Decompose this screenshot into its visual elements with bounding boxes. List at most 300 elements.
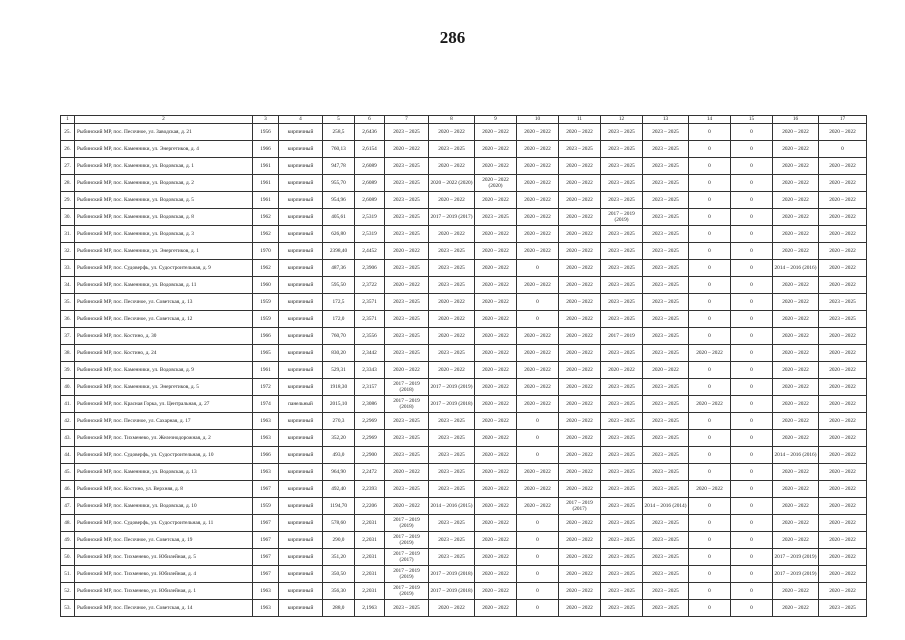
table-cell: 2020 – 2022: [559, 583, 601, 600]
table-cell: 2023 – 2025: [601, 158, 643, 175]
table-cell: 1966: [253, 328, 279, 345]
table-cell: 0: [731, 464, 773, 481]
table-cell: 2023 – 2025: [643, 481, 689, 498]
table-cell: 52.: [61, 583, 75, 600]
table-cell: 2020 – 2022: [773, 583, 819, 600]
table-cell: 2023 – 2025: [385, 345, 429, 362]
table-cell: 2020 – 2022: [475, 396, 517, 413]
table-cell: 1970: [253, 243, 279, 260]
table-cell: 2020 – 2022: [601, 362, 643, 379]
table-cell: 2,4452: [355, 243, 385, 260]
table-cell: 42.: [61, 413, 75, 430]
table-cell: 2020 – 2022: [429, 124, 475, 141]
table-cell: кирпичный: [279, 260, 323, 277]
table-cell: 578,60: [323, 515, 355, 532]
table-cell: Рыбинский МР, пос. Тихменево, ул. Юбилейная, д. 4: [75, 566, 253, 583]
table-cell: 2,5319: [355, 209, 385, 226]
table-cell: 0: [731, 362, 773, 379]
table-cell: 2020 – 2022: [517, 192, 559, 209]
table-cell: 2,3906: [355, 260, 385, 277]
table-cell: 1962: [253, 260, 279, 277]
table-cell: 2023 – 2025: [385, 294, 429, 311]
table-cell: 2017 – 2019 (2019): [773, 549, 819, 566]
table-cell: 2020 – 2022: [773, 328, 819, 345]
table-cell: Рыбинский МР, пос. Каменники, ул. Водовская, д. 2: [75, 175, 253, 192]
table-row: [61, 294, 867, 311]
table-cell: 2017 – 2019 (2019): [385, 532, 429, 549]
table-cell: 2020 – 2022: [517, 345, 559, 362]
table-cell: 2020 – 2022: [819, 413, 867, 430]
table-cell: 0: [731, 413, 773, 430]
table-cell: 2023 – 2025: [601, 498, 643, 515]
table-cell: 0: [689, 464, 731, 481]
table-cell: 2023 – 2025: [643, 430, 689, 447]
table-cell: 2023 – 2025: [643, 260, 689, 277]
column-number: 4: [279, 116, 323, 124]
table-cell: 2023 – 2025: [601, 311, 643, 328]
table-cell: кирпичный: [279, 583, 323, 600]
table-cell: 2020 – 2022: [819, 209, 867, 226]
table-cell: 0: [689, 447, 731, 464]
table-cell: 2,3086: [355, 396, 385, 413]
table-cell: кирпичный: [279, 158, 323, 175]
table-cell: 2017 – 2019 (2019): [385, 566, 429, 583]
table-cell: 1962: [253, 209, 279, 226]
table-cell: 2017 – 2019 (2018): [429, 566, 475, 583]
table-cell: 29.: [61, 192, 75, 209]
table-cell: 0: [731, 209, 773, 226]
table-cell: 2020 – 2022: [517, 464, 559, 481]
table-cell: 2023 – 2025: [601, 175, 643, 192]
table-cell: 2020 – 2022: [475, 532, 517, 549]
table-cell: 172,0: [323, 311, 355, 328]
table-cell: 2020 – 2022: [773, 464, 819, 481]
table-cell: 0: [731, 549, 773, 566]
table-cell: 2020 – 2022: [559, 175, 601, 192]
table-cell: 2023 – 2025: [819, 600, 867, 617]
table-cell: 2,3571: [355, 294, 385, 311]
table-cell: 36.: [61, 311, 75, 328]
table-cell: 760,13: [323, 141, 355, 158]
table-cell: 947,78: [323, 158, 355, 175]
table-cell: 2017 – 2019 (2017): [385, 549, 429, 566]
page-number: 286: [439, 28, 466, 47]
table-cell: 51.: [61, 566, 75, 583]
table-cell: Рыбинский МР, пос. Каменники, ул. Водовская, д. 5: [75, 192, 253, 209]
table-cell: 2023 – 2025: [601, 566, 643, 583]
table-cell: 2020 – 2022: [773, 277, 819, 294]
table-cell: 0: [689, 158, 731, 175]
table-cell: 2020 – 2022: [559, 532, 601, 549]
table-cell: 0: [517, 260, 559, 277]
table-cell: 2023 – 2025: [385, 430, 429, 447]
table-cell: 2020 – 2022: [819, 583, 867, 600]
table-cell: 2,2031: [355, 583, 385, 600]
table-cell: 290,0: [323, 532, 355, 549]
table-cell: Рыбинский МР, пос. Костино, д. 24: [75, 345, 253, 362]
table-cell: 2023 – 2025: [429, 481, 475, 498]
table-cell: 2020 – 2022: [559, 226, 601, 243]
table-cell: 2023 – 2025: [429, 243, 475, 260]
table-cell: 2017 – 2019 (2017): [429, 209, 475, 226]
table-cell: 2020 – 2022: [475, 583, 517, 600]
table-cell: Рыбинский МР, пос. Каменники, ул. Энергетиков, д. 5: [75, 379, 253, 396]
table-cell: 2020 – 2022: [517, 396, 559, 413]
table-cell: 2020 – 2022: [773, 158, 819, 175]
table-cell: 2023 – 2025: [385, 328, 429, 345]
table-cell: 27.: [61, 158, 75, 175]
table-cell: 2023 – 2025: [385, 481, 429, 498]
table-cell: 1967: [253, 549, 279, 566]
table-cell: 2020 – 2022: [819, 379, 867, 396]
table-cell: 2398,40: [323, 243, 355, 260]
table-cell: 964,90: [323, 464, 355, 481]
table-cell: 2020 – 2022: [475, 379, 517, 396]
table-cell: 2023 – 2025: [601, 277, 643, 294]
table-cell: 2020 – 2022: [819, 498, 867, 515]
table-cell: 28.: [61, 175, 75, 192]
table-cell: 2017 – 2019 (2018): [385, 396, 429, 413]
table-cell: 2023 – 2025: [601, 447, 643, 464]
table-row: [61, 532, 867, 549]
table-cell: кирпичный: [279, 294, 323, 311]
table-cell: 2020 – 2022: [559, 209, 601, 226]
table-cell: 1963: [253, 464, 279, 481]
table-cell: 2020 – 2022: [517, 141, 559, 158]
table-cell: 2017 – 2019 (2019): [601, 209, 643, 226]
table-cell: 2020 – 2022: [773, 532, 819, 549]
table-cell: 1963: [253, 600, 279, 617]
table-cell: 830,20: [323, 345, 355, 362]
table-cell: 2023 – 2025: [601, 464, 643, 481]
table-row: [61, 464, 867, 481]
table-cell: 2020 – 2022: [559, 192, 601, 209]
table-cell: 2,2031: [355, 549, 385, 566]
table-cell: Рыбинский МР, пос. Тихменево, ул. Юбилейная, д. 5: [75, 549, 253, 566]
table-cell: 2020 – 2022: [559, 260, 601, 277]
table-cell: кирпичный: [279, 464, 323, 481]
table-cell: 2023 – 2025: [643, 328, 689, 345]
table-cell: 2020 – 2022: [475, 158, 517, 175]
table-cell: 2023 – 2025: [385, 192, 429, 209]
table-cell: 0: [731, 566, 773, 583]
table-cell: 0: [689, 413, 731, 430]
table-cell: 0: [689, 362, 731, 379]
table-cell: Рыбинский МР, пос. Каменники, ул. Водовская, д. 13: [75, 464, 253, 481]
table-cell: 2,6089: [355, 175, 385, 192]
table-cell: 2020 – 2022: [475, 192, 517, 209]
table-cell: 2020 – 2022: [517, 158, 559, 175]
table-cell: 38.: [61, 345, 75, 362]
table-cell: 0: [689, 209, 731, 226]
table-cell: 2020 – 2022: [517, 124, 559, 141]
table-cell: 0: [689, 328, 731, 345]
table-cell: 0: [731, 515, 773, 532]
table-cell: 0: [689, 277, 731, 294]
table-cell: кирпичный: [279, 175, 323, 192]
table-cell: 356,30: [323, 583, 355, 600]
table-cell: 2023 – 2025: [601, 430, 643, 447]
table-cell: 2017 – 2019 (2019): [385, 515, 429, 532]
table-cell: 2017 – 2019 (2017): [559, 498, 601, 515]
table-cell: Рыбинский МР, пос. Каменники, ул. Водовская, д. 10: [75, 498, 253, 515]
table-cell: 2020 – 2022 (2020): [475, 175, 517, 192]
table-cell: 2,6436: [355, 124, 385, 141]
table-cell: 2023 – 2025: [429, 277, 475, 294]
column-number: 13: [643, 116, 689, 124]
table-cell: 2020 – 2022: [773, 209, 819, 226]
table-cell: Рыбинский МР, пос. Песочное, ул. Советская, д. 12: [75, 311, 253, 328]
table-cell: 2020 – 2022: [559, 311, 601, 328]
table-cell: 2020 – 2022: [429, 600, 475, 617]
table-cell: 2023 – 2025: [601, 600, 643, 617]
table-cell: 0: [517, 515, 559, 532]
table-cell: 44.: [61, 447, 75, 464]
column-number: 6: [355, 116, 385, 124]
table-row: [61, 209, 867, 226]
table-cell: Рыбинский МР, пос. Костино, д. 30: [75, 328, 253, 345]
table-cell: 2020 – 2022: [819, 396, 867, 413]
table-cell: 0: [731, 192, 773, 209]
table-cell: 2023 – 2025: [643, 158, 689, 175]
table-cell: 2020 – 2022: [475, 226, 517, 243]
table-cell: 0: [689, 175, 731, 192]
table-cell: 0: [731, 175, 773, 192]
table-cell: Рыбинский МР, пос. Судоверфь, ул. Судостроительная, д. 11: [75, 515, 253, 532]
table-cell: 1959: [253, 294, 279, 311]
table-cell: 2023 – 2025: [429, 430, 475, 447]
table-cell: 2023 – 2025: [643, 141, 689, 158]
table-cell: 2020 – 2022: [559, 447, 601, 464]
table-cell: 50.: [61, 549, 75, 566]
table-cell: Рыбинский МР, пос. Песочное, ул. Сахарная, д. 17: [75, 413, 253, 430]
table-cell: 2023 – 2025: [643, 277, 689, 294]
table-cell: 405,61: [323, 209, 355, 226]
table-row: [61, 260, 867, 277]
table-cell: 2023 – 2025: [643, 566, 689, 583]
table-cell: кирпичный: [279, 209, 323, 226]
table-cell: 2020 – 2022: [559, 124, 601, 141]
table-cell: 2,2969: [355, 430, 385, 447]
table-cell: 2020 – 2022: [559, 464, 601, 481]
table-cell: 2020 – 2022: [475, 515, 517, 532]
table-cell: кирпичный: [279, 549, 323, 566]
table-cell: 2020 – 2022: [429, 311, 475, 328]
table-cell: 2014 – 2016 (2015): [429, 498, 475, 515]
table-cell: 0: [689, 124, 731, 141]
table-cell: Рыбинский МР, пос. Каменники, ул. Водовская, д. 1: [75, 158, 253, 175]
table-cell: 492,40: [323, 481, 355, 498]
table-cell: 2020 – 2022: [475, 328, 517, 345]
table-cell: 2020 – 2022: [773, 396, 819, 413]
table-cell: 0: [517, 583, 559, 600]
table-cell: 2023 – 2025: [385, 600, 429, 617]
table-cell: 1965: [253, 345, 279, 362]
table-cell: 2020 – 2022: [773, 413, 819, 430]
table-row: [61, 396, 867, 413]
table-cell: кирпичный: [279, 498, 323, 515]
table-cell: 172,5: [323, 294, 355, 311]
table-cell: 2020 – 2022: [517, 175, 559, 192]
table-cell: 2020 – 2022: [819, 260, 867, 277]
table-cell: 2023 – 2025: [601, 345, 643, 362]
table-cell: 626,80: [323, 226, 355, 243]
table-cell: 2020 – 2022: [819, 430, 867, 447]
table-cell: 2020 – 2022: [819, 328, 867, 345]
table-cell: Рыбинский МР, пос. Каменники, ул. Водовская, д. 9: [75, 362, 253, 379]
table-cell: 0: [731, 396, 773, 413]
table-cell: 2020 – 2022: [819, 362, 867, 379]
table-cell: 351,20: [323, 549, 355, 566]
table-cell: 487,36: [323, 260, 355, 277]
column-number: 15: [731, 116, 773, 124]
table-cell: 2023 – 2025: [601, 583, 643, 600]
table-cell: 2023 – 2025: [643, 464, 689, 481]
table-cell: Рыбинский МР, пос. Каменники, ул. Водовская, д. 11: [75, 277, 253, 294]
housing-table: [60, 115, 867, 617]
table-cell: 34.: [61, 277, 75, 294]
table-cell: 0: [689, 192, 731, 209]
table-cell: 2020 – 2022: [819, 515, 867, 532]
table-cell: 2020 – 2022: [773, 192, 819, 209]
table-cell: 2020 – 2022: [559, 549, 601, 566]
table-cell: 0: [689, 379, 731, 396]
table-cell: 1959: [253, 498, 279, 515]
table-cell: 2020 – 2022: [559, 379, 601, 396]
table-row: [61, 481, 867, 498]
table-row: [61, 175, 867, 192]
table-cell: 2023 – 2025: [601, 379, 643, 396]
table-cell: кирпичный: [279, 243, 323, 260]
table-cell: 0: [689, 141, 731, 158]
table-cell: 1194,70: [323, 498, 355, 515]
table-cell: 0: [517, 413, 559, 430]
table-cell: 2023 – 2025: [429, 464, 475, 481]
table-cell: 2020 – 2022: [559, 430, 601, 447]
table-cell: 2020 – 2022: [429, 158, 475, 175]
table-cell: 2020 – 2022: [773, 515, 819, 532]
table-cell: 2020 – 2022: [819, 243, 867, 260]
table-row: [61, 566, 867, 583]
table-cell: 2023 – 2025: [475, 209, 517, 226]
column-number: 3: [253, 116, 279, 124]
table-row: [61, 549, 867, 566]
table-cell: 0: [731, 532, 773, 549]
table-cell: 2023 – 2025: [643, 413, 689, 430]
table-cell: 2020 – 2022 (2020): [429, 175, 475, 192]
table-cell: 2020 – 2022: [517, 243, 559, 260]
table-cell: 1963: [253, 430, 279, 447]
table-cell: 2020 – 2022: [429, 328, 475, 345]
table-row: [61, 379, 867, 396]
table-cell: 2020 – 2022: [773, 124, 819, 141]
table-cell: 2020 – 2022: [429, 226, 475, 243]
table-body: [61, 124, 867, 617]
table-cell: 2023 – 2025: [643, 345, 689, 362]
table-cell: 2020 – 2022: [559, 413, 601, 430]
table-cell: 2023 – 2025: [643, 175, 689, 192]
table-cell: 2,1963: [355, 600, 385, 617]
table-cell: 352,20: [323, 430, 355, 447]
table-row: [61, 192, 867, 209]
table-cell: 0: [517, 549, 559, 566]
table-cell: 2020 – 2022: [559, 294, 601, 311]
table-row: [61, 141, 867, 158]
table-cell: 2020 – 2022: [819, 175, 867, 192]
table-cell: 0: [689, 498, 731, 515]
table-cell: 2020 – 2022: [559, 396, 601, 413]
table-cell: 2020 – 2022: [819, 566, 867, 583]
table-cell: 48.: [61, 515, 75, 532]
table-cell: 493,0: [323, 447, 355, 464]
table-cell: кирпичный: [279, 413, 323, 430]
table-cell: 0: [731, 583, 773, 600]
table-cell: 2023 – 2025: [429, 549, 475, 566]
table-cell: 2,3442: [355, 345, 385, 362]
table-cell: 2020 – 2022: [819, 277, 867, 294]
table-cell: 2020 – 2022: [475, 311, 517, 328]
table-cell: 1972: [253, 379, 279, 396]
table-cell: 0: [731, 498, 773, 515]
table-cell: 2023 – 2025: [601, 481, 643, 498]
table-cell: 0: [517, 566, 559, 583]
table-cell: 53.: [61, 600, 75, 617]
table-cell: 2023 – 2025: [819, 294, 867, 311]
table-cell: 30.: [61, 209, 75, 226]
table-cell: Рыбинский МР, пос. Песочное, ул. Советская, д. 14: [75, 600, 253, 617]
table-cell: 2,3556: [355, 328, 385, 345]
table-cell: кирпичный: [279, 277, 323, 294]
table-cell: кирпичный: [279, 600, 323, 617]
table-cell: 2017 – 2019: [601, 328, 643, 345]
table-cell: кирпичный: [279, 226, 323, 243]
table-cell: 2023 – 2025: [429, 532, 475, 549]
table-cell: 2020 – 2022: [773, 294, 819, 311]
table-row: [61, 430, 867, 447]
table-cell: 0: [731, 243, 773, 260]
table-cell: 0: [731, 447, 773, 464]
column-number: 11: [559, 116, 601, 124]
table-cell: 2020 – 2022: [517, 362, 559, 379]
table-cell: 2014 – 2016 (2014): [643, 498, 689, 515]
table-cell: 1963: [253, 413, 279, 430]
table-cell: 760,70: [323, 328, 355, 345]
table-cell: 2,3157: [355, 379, 385, 396]
table-cell: кирпичный: [279, 311, 323, 328]
table-cell: 0: [731, 277, 773, 294]
table-cell: 2020 – 2022: [475, 600, 517, 617]
table-cell: 2023 – 2025: [429, 141, 475, 158]
table-cell: 2020 – 2022: [475, 124, 517, 141]
table-cell: 2017 – 2019 (2019): [385, 583, 429, 600]
table-cell: 32.: [61, 243, 75, 260]
table-cell: 2020 – 2022: [559, 345, 601, 362]
table-cell: 2023 – 2025: [429, 447, 475, 464]
table-cell: 33.: [61, 260, 75, 277]
table-cell: 2020 – 2022: [475, 566, 517, 583]
table-cell: 2020 – 2022: [517, 481, 559, 498]
table-cell: 2017 – 2019 (2019): [773, 566, 819, 583]
table-cell: 2020 – 2022: [385, 498, 429, 515]
table-cell: 2020 – 2022: [773, 141, 819, 158]
table-cell: 2023 – 2025: [385, 226, 429, 243]
table-cell: 350,50: [323, 566, 355, 583]
table-cell: 2023 – 2025: [385, 260, 429, 277]
table-cell: 0: [731, 124, 773, 141]
table-cell: 2020 – 2022: [773, 311, 819, 328]
table-cell: 0: [731, 226, 773, 243]
table-cell: 2023 – 2025: [601, 192, 643, 209]
